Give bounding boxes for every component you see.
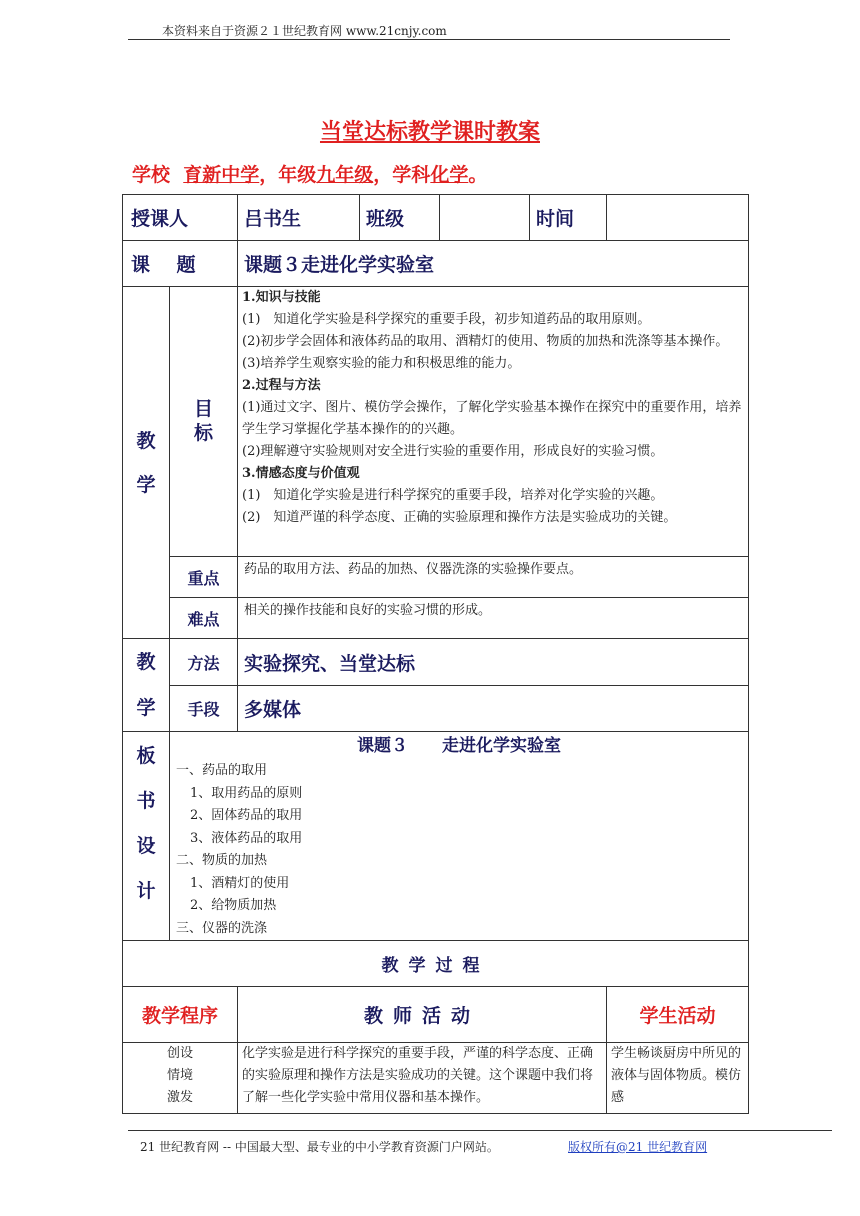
goal-item: (2)初步学会固体和液体药品的取用、酒精灯的使用、物质的加热和洗涤等基本操作。 <box>242 334 729 349</box>
process-header-row <box>123 987 749 1043</box>
goals-content <box>238 287 749 557</box>
process-title-row <box>123 941 749 987</box>
board-line: 2、固体药品的取用 <box>190 808 303 823</box>
goals-row <box>123 287 749 557</box>
grade-value: 九年级 <box>316 164 374 186</box>
goal-item: 1.知识与技能 <box>242 290 321 305</box>
board-line: 1、酒精灯的使用 <box>190 875 290 891</box>
means-label: 手段 <box>170 686 238 732</box>
info-row <box>123 195 749 241</box>
method-block-label-char: 教 <box>136 651 156 673</box>
lesson-plan-table <box>122 194 749 1114</box>
goal-item: 2.过程与方法 <box>242 378 321 393</box>
footer-copyright-link[interactable]: 版权所有@21 世纪教育网 <box>568 1140 708 1154</box>
student-activity-text: 学生畅谈厨房中所见的液体与固体物质。模仿感 <box>611 1046 742 1105</box>
header-divider <box>128 39 730 40</box>
school-line <box>132 160 487 187</box>
teacher-label: 授课人 <box>123 195 238 241</box>
method-block-label <box>123 639 170 732</box>
class-label: 班级 <box>360 195 440 241</box>
process-teacher-activity <box>238 1043 607 1114</box>
board-title: 课题３ 走进化学实验室 <box>357 736 562 756</box>
key-row <box>123 557 749 598</box>
topic-value: 课题３走进化学实验室 <box>238 241 749 287</box>
teaching-label-char: 教 <box>136 429 156 452</box>
school-label: 学校 <box>132 164 171 186</box>
topic-label-char: 课 <box>131 254 151 276</box>
time-label: 时间 <box>530 195 607 241</box>
subject-value: 化学 <box>430 164 469 186</box>
board-label-char: 设 <box>136 835 156 857</box>
board-label-char: 书 <box>136 790 156 812</box>
board-line: 三、仪器的洗涤 <box>176 920 268 936</box>
footer-divider <box>128 1130 832 1131</box>
grade-label: ，年级 <box>259 164 317 186</box>
process-title: 教学过程 <box>123 941 749 987</box>
means-value: 多媒体 <box>238 686 749 732</box>
method-block-label-char: 学 <box>136 697 156 719</box>
goals-label-char: 目 <box>194 398 214 420</box>
method-row <box>123 639 749 686</box>
difficulty-row <box>123 598 749 639</box>
method-label: 方法 <box>170 639 238 686</box>
goals-list <box>242 287 744 529</box>
method-value: 实验探究、当堂达标 <box>238 639 749 686</box>
key-value: 药品的取用方法、药品的加热、仪器洗涤的实验操作要点。 <box>238 557 749 598</box>
means-row <box>123 686 749 732</box>
board-line: 二、物质的加热 <box>176 853 268 868</box>
board-line: 一、药品的取用 <box>176 763 268 778</box>
goal-item: (2)理解遵守实验规则对安全进行实验的重要作用，形成良好的实验习惯。 <box>242 444 664 459</box>
topic-row <box>123 241 749 287</box>
subject-label: ，学科 <box>373 164 431 186</box>
process-student-activity <box>607 1043 749 1114</box>
board-line: 2、给物质加热 <box>190 898 277 913</box>
teaching-label-char: 学 <box>136 473 156 496</box>
school-line-end: 。 <box>468 164 488 186</box>
class-value <box>440 195 530 241</box>
col-student: 学生活动 <box>607 987 749 1043</box>
stage-line: 情境 <box>167 1068 194 1083</box>
board-label-char: 计 <box>136 880 156 902</box>
teacher-activity-text: 化学实验是进行科学探究的重要手段，严谨的科学态度、正确的实验原理和操作方法是实验成功的关键。这个课题中我们将了解一些化学实验中常用仪器和基本操作。 <box>242 1046 594 1105</box>
goal-item: (1) 知道化学实验是进行科学探究的重要手段，培养对化学实验的兴趣。 <box>242 488 664 503</box>
key-label: 重点 <box>170 557 238 598</box>
goal-item: (1)通过文字、图片、模仿学会操作，了解化学实验基本操作在探究中的重要作用，培养学生学习掌握化学基本操作的的兴趣。 <box>242 400 742 437</box>
difficulty-label: 难点 <box>170 598 238 639</box>
footer-text: 21 世纪教育网 -- 中国最大型、最专业的中小学教育资源门户网站。 <box>140 1140 499 1154</box>
topic-label <box>123 241 238 287</box>
col-procedure: 教学程序 <box>123 987 238 1043</box>
stage-line: 激发 <box>167 1090 194 1105</box>
school-value: 育新中学 <box>183 164 260 186</box>
goals-label <box>170 287 238 557</box>
board-lines <box>170 760 748 940</box>
board-line: 1、取用药品的原则 <box>190 785 303 801</box>
goal-item: (3)培养学生观察实验的能力和积极思维的能力。 <box>242 356 521 371</box>
goals-label-char: 标 <box>194 422 214 444</box>
process-row <box>123 1043 749 1114</box>
goal-item: (1) 知道化学实验是科学探究的重要手段，初步知道药品的取用原则。 <box>242 312 651 327</box>
process-stage <box>123 1043 238 1114</box>
board-content <box>170 732 749 941</box>
board-row <box>123 732 749 941</box>
goal-item: (2) 知道严谨的科学态度、正确的实验原理和操作方法是实验成功的关键。 <box>242 510 677 525</box>
board-line: 3、液体药品的取用 <box>190 830 303 846</box>
difficulty-value: 相关的操作技能和良好的实验习惯的形成。 <box>238 598 749 639</box>
col-teacher: 教师活动 <box>238 987 607 1043</box>
topic-label-char: 题 <box>176 254 196 276</box>
stage-line: 创设 <box>167 1046 194 1061</box>
teacher-value: 吕书生 <box>238 195 360 241</box>
board-label-char: 板 <box>136 745 156 767</box>
page-title: 当堂达标教学课时教案 <box>319 120 540 145</box>
goal-item: 3.情感态度与价值观 <box>242 466 360 481</box>
teaching-label <box>123 287 170 639</box>
header-source-text: 本资料来自于资源２１世纪教育网 www.21cnjy.com <box>162 24 447 38</box>
board-label <box>123 732 170 941</box>
time-value <box>607 195 749 241</box>
